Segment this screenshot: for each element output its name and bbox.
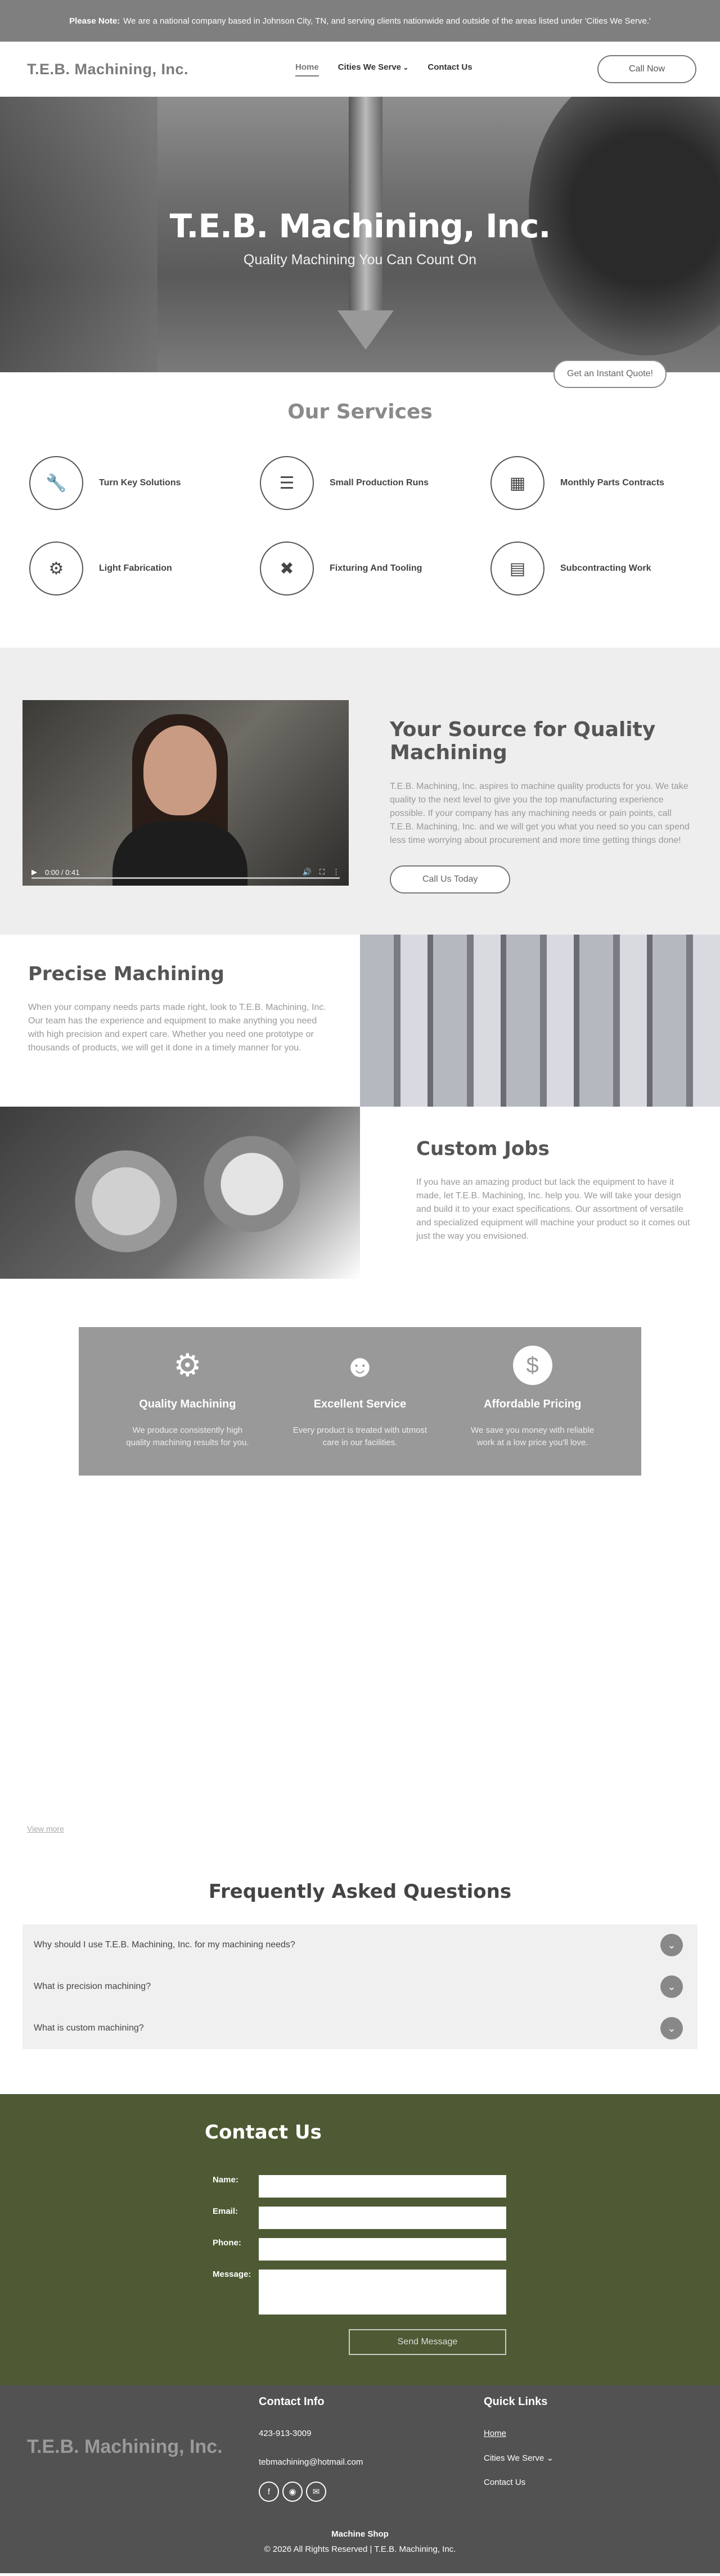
video-progress-bar[interactable] [32,877,340,879]
document-icon: ▤ [490,542,544,595]
view-more-link[interactable]: View more [27,1824,64,1833]
call-now-button[interactable]: Call Now [597,55,696,83]
main-nav [211,62,472,76]
fullscreen-icon[interactable]: ⛶ [319,868,325,876]
chevron-down-icon[interactable]: ⌄ [660,2017,683,2040]
video-section [0,648,720,935]
volume-icon[interactable]: 🔊 [302,868,312,876]
chevron-down-icon[interactable]: ⌄ [660,1934,683,1956]
custom-jobs-section [0,1107,720,1279]
video-controls [22,859,349,886]
footer-quick-links [484,2395,554,2502]
email-icon[interactable]: ✉ [306,2482,326,2502]
footer-link-cities-label: Cities We Serve [484,2453,544,2463]
services-title: Our Services [287,400,433,423]
notice-bar [0,0,720,42]
service-item[interactable] [29,456,260,510]
person-icon: ☻ [343,1347,377,1383]
services-grid [29,456,720,595]
name-field[interactable] [259,2175,506,2198]
feature-item [446,1344,619,1476]
footer-links-title: Quick Links [484,2395,548,2408]
nav-cities-we-serve[interactable]: Cities We Serve ⌄ [338,62,409,76]
tools-icon: ✖ [260,542,314,595]
name-label: Name: [213,2175,238,2185]
service-label: Light Fabrication [99,563,172,573]
custom-heading: Custom Jobs [416,1138,550,1160]
send-message-button[interactable]: Send Message [349,2329,506,2355]
video-text [390,718,694,894]
service-label: Small Production Runs [330,478,429,488]
feature-title: Quality Machining [139,1398,236,1410]
service-label: Monthly Parts Contracts [560,478,664,488]
calendar-icon: ▦ [490,456,544,510]
footer-email[interactable]: tebmachining@hotmail.com [259,2457,363,2467]
hero-banner [0,97,720,372]
faq-item[interactable] [22,1966,698,2007]
email-label: Email: [213,2207,238,2216]
instant-quote-button[interactable]: Get an Instant Quote! [554,360,667,388]
phone-field[interactable] [259,2238,506,2261]
call-us-today-button[interactable]: Call Us Today [390,865,510,894]
service-item[interactable] [260,542,490,595]
footer-link-contact[interactable]: Contact Us [484,2478,526,2487]
machine-icon: ⚙ [173,1347,202,1383]
email-field[interactable] [259,2207,506,2229]
feature-item [101,1344,274,1476]
faq-item[interactable] [22,1924,698,1966]
footer-link-cities[interactable] [484,2453,554,2463]
list-icon: ☰ [260,456,314,510]
service-label: Turn Key Solutions [99,478,181,488]
precise-heading: Precise Machining [28,963,224,985]
dollar-icon: $ [511,1344,554,1387]
hero-tool-tip [338,310,394,350]
feature-title: Affordable Pricing [484,1398,582,1410]
more-options-icon[interactable]: ⋮ [332,868,340,876]
machined-parts-image [360,935,720,1107]
site-footer [0,2385,720,2573]
wrench-icon: 🔧 [29,456,83,510]
gears-icon: ⚙ [29,542,83,595]
hero-subtitle: Quality Machining You Can Count On [243,252,477,268]
message-field[interactable] [259,2270,506,2315]
precise-machining-section [0,935,720,1107]
feature-item [274,1344,447,1476]
faq-list [22,1924,698,2049]
hero-spindle-image [349,97,382,316]
footer-contact-info [259,2395,363,2502]
feature-body: Every product is treated with utmost care in our facilities. [292,1425,428,1447]
nav-home[interactable]: Home [295,62,319,76]
footer-link-home[interactable]: Home [484,2429,507,2438]
feature-body: We produce consistently high quality machining results for you. [126,1425,249,1447]
video-person-face [143,725,217,815]
faq-question: Why should I use T.E.B. Machining, Inc. for my machining needs? [34,1940,295,1950]
chevron-down-icon[interactable]: ⌄ [660,1975,683,1998]
precise-body: When your company needs parts made right, look to T.E.B. Machining, Inc. Our team has the experience and equipment to make anything you need with high precision and expert care. Whether you need one prototype or thousands of products, we will get it done in a timely manner for you. [28,1003,326,1053]
instagram-icon[interactable]: ◉ [282,2482,303,2502]
video-player[interactable] [22,700,349,886]
footer-bottom [0,2529,720,2554]
footer-phone[interactable]: 423-913-3009 [259,2429,312,2438]
nav-contact-us[interactable]: Contact Us [428,62,472,72]
faq-question: What is custom machining? [34,2023,144,2033]
contact-section [0,2094,720,2385]
footer-bottom-title: Machine Shop [331,2529,389,2539]
notice-text: We are a national company based in Johnson City, TN, and serving clients nationwide and outside of the areas listed under 'Cities We Serve.' [123,16,651,26]
service-label: Subcontracting Work [560,563,651,573]
social-links [259,2482,363,2502]
play-icon[interactable]: ▶ [32,868,37,876]
footer-logo[interactable]: T.E.B. Machining, Inc. [27,2436,223,2457]
service-item[interactable] [490,456,720,510]
custom-body: If you have an amazing product but lack the equipment to have it made, let T.E.B. Machining, Inc. help you. We will take your design and build it to your exact specifications. Our assortment of versatile and specialized equipment will machine your product so it comes out just the way you envisioned. [416,1178,690,1241]
service-label: Fixturing And Tooling [330,563,422,573]
features-box [79,1327,641,1476]
video-time: 0:00 / 0:41 [45,868,80,877]
site-header [0,42,720,97]
faq-title: Frequently Asked Questions [208,1880,512,1903]
faq-item[interactable] [22,2007,698,2049]
facebook-icon[interactable]: f [259,2482,279,2502]
service-item[interactable] [490,542,720,595]
faq-section [0,1852,720,2094]
hero-title: T.E.B. Machining, Inc. [169,207,551,245]
embed-area [0,1494,720,1852]
site-logo[interactable]: T.E.B. Machining, Inc. [27,60,189,78]
video-heading: Your Source for Quality Machining [390,718,656,764]
video-body: T.E.B. Machining, Inc. aspires to machine quality products for you. We take quality to the next level to give you the top manufacturing experience possible. If your company has any machining needs or pain points, call T.E.B. Machining, Inc. and we will get you what you need so you can spend less time worrying about procurement and more time getting things done! [390,782,690,845]
faq-question: What is precision machining? [34,1982,151,1991]
phone-label: Phone: [213,2238,241,2248]
feature-body: We save you money with reliable work at a low price you'll love. [471,1425,595,1447]
footer-copyright: © 2026 All Rights Reserved | T.E.B. Machining, Inc. [264,2545,456,2554]
service-item[interactable] [29,542,260,595]
services-section [0,372,720,648]
service-item[interactable] [260,456,490,510]
message-label: Message: [213,2270,251,2279]
notice-label: Please Note: [69,16,120,26]
footer-contact-title: Contact Info [259,2395,325,2408]
custom-blocks-image [0,1107,360,1279]
contact-title: Contact Us [205,2121,322,2144]
chevron-down-icon: ⌄ [546,2453,554,2463]
features-section [0,1279,720,1494]
feature-title: Excellent Service [313,1398,407,1410]
